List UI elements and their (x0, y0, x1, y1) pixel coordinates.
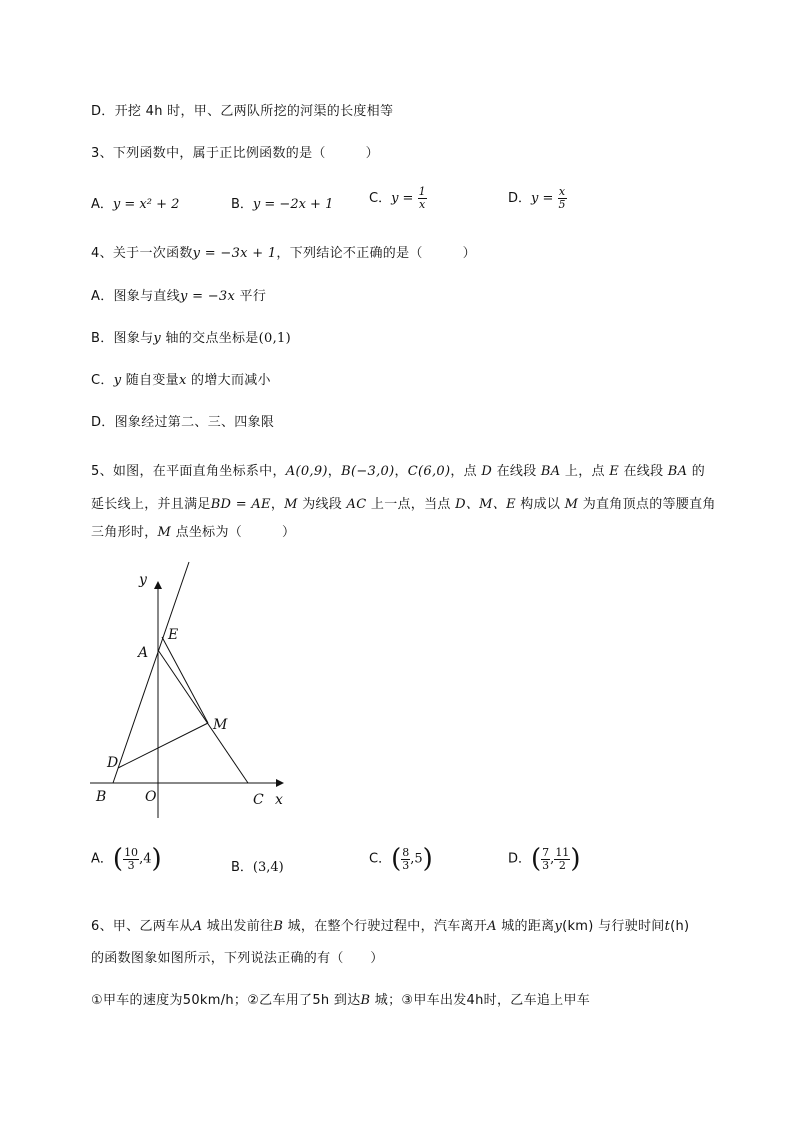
q5-option-a: A．( $\frac{10}{3}$ ,4) (91, 844, 162, 874)
q3-option-a: A．y = x² + 2 (91, 197, 180, 212)
q3-option-b: B．y = −2x + 1 (231, 197, 334, 212)
label-o: O (145, 789, 157, 805)
q2-option-d: D．开挖 4h 时，甲、乙两队所挖的河渠的长度相等 (91, 104, 394, 119)
label-a: A (138, 645, 149, 661)
label-d: D (107, 755, 119, 771)
q5-stem-line1: 5、如图，在平面直角坐标系中，A(0,9)，B(−3,0)，C(6,0)，点 D 在线段 BA 上，点 E 在线段 BA 的 (91, 464, 706, 479)
q3-option-c: C．y = $\frac{1}{x}$ (369, 185, 426, 211)
q5-stem-line2: 延长线上，并且满足BD = AE，M 为线段 AC 上一点，当点 D、M、E 构成以 M 为直角顶点的等腰直角 (91, 497, 716, 512)
q5-stem-line3: 三角形时，M 点坐标为（ ） (91, 525, 296, 540)
q5-option-c: C．( $\frac{8}{3}$ ,5) (369, 844, 433, 874)
q5-geometry-figure (85, 560, 300, 825)
q6-stem-line1: 6、甲、乙两车从A 城出发前往B 城，在整个行驶过程中，汽车离开A 城的距离y(km) 与行驶时间t(h) (91, 919, 690, 934)
label-m: M (213, 717, 228, 733)
label-b: B (96, 789, 107, 805)
label-x: x (275, 792, 283, 808)
label-c: C (253, 792, 264, 808)
q4-option-d: D．图象经过第二、三、四象限 (91, 415, 275, 430)
label-e: E (168, 627, 179, 643)
q4-option-a: A．图象与直线y = −3x 平行 (91, 289, 267, 304)
q3-stem: 3、下列函数中，属于正比例函数的是（ ） (91, 146, 379, 161)
line-ba-extended (113, 562, 189, 783)
segment-ac (158, 650, 248, 783)
q6-stem-line2: 的函数图象如图所示，下列说法正确的有（ ） (91, 951, 384, 966)
q4-option-b: B．图象与y 轴的交点坐标是(0,1) (91, 331, 291, 346)
q5-option-b: B．(3,4) (231, 860, 284, 875)
q4-option-c: C．y 随自变量x 的增大而减小 (91, 373, 271, 388)
label-y: y (139, 572, 147, 588)
q6-statements: ①甲车的速度为50km/h；②乙车用了5h 到达B 城；③甲车出发4h时，乙车追上甲车 (91, 993, 591, 1008)
segment-em (162, 637, 208, 723)
q3-option-d: D．y = $\frac{x}{5}$ (508, 185, 566, 211)
q5-option-d: D．( $\frac{7}{3}$ , $\frac{11}{2}$ ) (508, 844, 581, 874)
q4-stem: 4、关于一次函数y = −3x + 1，下列结论不正确的是（ ） (91, 246, 476, 261)
